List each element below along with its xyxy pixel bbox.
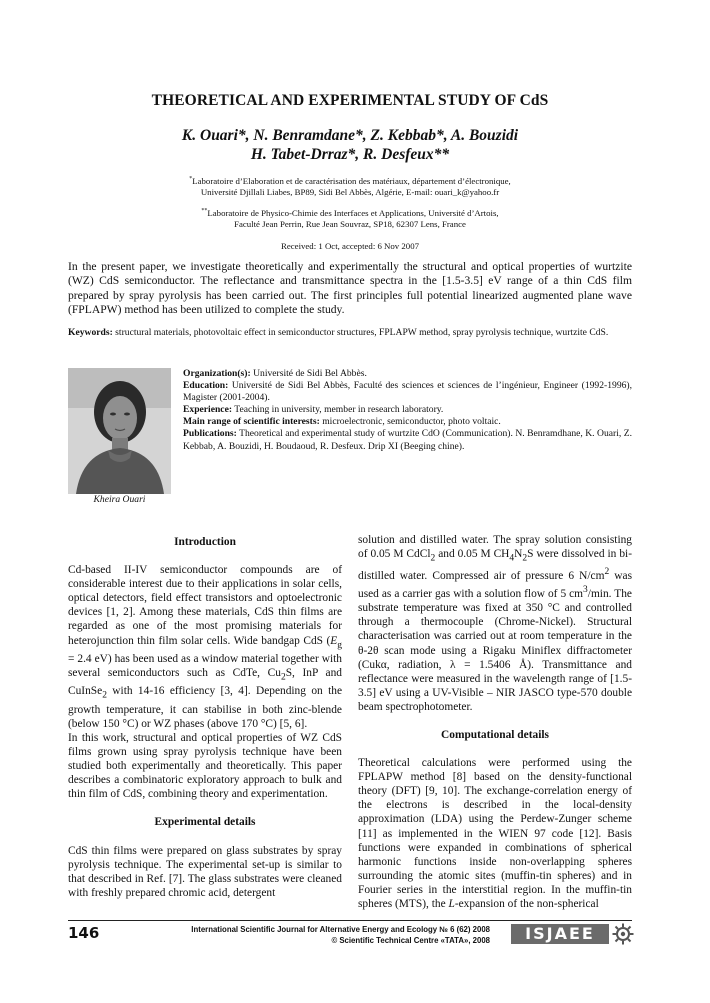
text-run: /min. The substrate temperature was fixed at 350 °C and controlled through a thermocouple (Chrome-Nickel). Structural characterisation was carried out at room temperature in the θ-2θ scan mode using a Rigaku Miniflex diffractometer (Cukα, radiation, λ = 1.5406 Å). Transmittance and reflectance were measured in the wavelength range of [1.5-3.5] eV using a UV-Visible – NIR JASCO type-570 double beam spectrophotometer. [358, 588, 632, 713]
affiliation-mark: ** [201, 208, 208, 214]
bio-education [183, 380, 632, 404]
received-date: Received: 1 Oct, accepted: 6 Nov 2007 [280, 241, 419, 251]
footer-rule [68, 920, 632, 921]
bio-interests [183, 416, 632, 428]
journal-line-1: International Scientific Journal for Alternative Energy and Ecology № 6 (62) 2008 [191, 925, 490, 934]
text-run: = 2.4 eV) has been used as a window material together with several semiconductors such as CdTe, Cu [68, 652, 342, 680]
author-bio [183, 368, 632, 453]
text-run: S, InP and CuInSe [68, 667, 342, 698]
sun-gear-icon [612, 923, 634, 945]
affiliation-line: Faculté Jean Perrin, Rue Jean Souvraz, SP18, 62307 Lens, France [234, 219, 466, 230]
keywords-text: structural materials, photovoltaic effect in semiconductor structures, FPLAPW method, spray pyrolysis technique, wurtzite CdS. [115, 327, 609, 338]
intro-paragraph-1 [68, 563, 342, 731]
paper-title: THEORETICAL AND EXPERIMENTAL STUDY OF CdS [151, 92, 549, 109]
text-run: and 0.05 M CH [435, 548, 510, 561]
bio-label: Publications: [183, 428, 237, 440]
subscript: 2 [430, 553, 436, 564]
affiliation-line: Université Djillali Liabes, BP89, Sidi Bel Abbès, Algérie, E-mail: ouari_k@yahoo.fr [200, 187, 500, 198]
authors-line-2: H. Tabet-Drraz*, R. Desfeux** [250, 146, 450, 163]
bio-label: Organization(s): [183, 368, 251, 379]
affiliation-1 [68, 174, 632, 199]
text-run: was used as a carrier gas with a solution flow of 5 cm [358, 570, 633, 601]
superscript: 2 [604, 567, 610, 578]
subscript: 2 [102, 690, 107, 701]
bio-text: Teaching in university, member in research laboratory. [234, 404, 444, 416]
bio-text: Université de Sidi Bel Abbès, Faculté des sciences et sciences de l’ingénieur, Engineer (1992-1996), Magister (2001-2004). [183, 380, 633, 404]
journal-info [150, 925, 490, 946]
affiliation-line: Laboratoire d’Elaboration et de caractérisation des matériaux, département d’électronique, [192, 175, 511, 186]
section-heading-introduction: Introduction [174, 536, 236, 548]
bio-label: Education: [183, 380, 229, 392]
text-run: S were dissolved in bi-distilled water. Compressed air of pressure 6 N/cm [358, 548, 632, 583]
bio-experience [183, 404, 632, 416]
keywords [68, 327, 632, 339]
left-column [68, 535, 342, 900]
author-photo [68, 368, 171, 494]
journal-logo: ISJAEE [511, 924, 609, 944]
bio-text: microelectronic, semiconductor, photo voltaic. [322, 416, 501, 428]
intro-paragraph-2: In this work, structural and optical properties of WZ CdS films grown using spray pyrolysis technique have been studied both experimentally and theoretically. This paper describes a combinatoric exploratory approach to bulk and thin film of CdS, combining theory and experimentation. [68, 731, 342, 801]
computational-paragraph-1 [358, 756, 632, 911]
affiliation-line: Laboratoire de Physico-Chimie des Interfaces et Applications, Université d’Artois, [207, 207, 499, 218]
affiliation-mark: * [189, 176, 193, 182]
symbol-e: E [330, 634, 338, 647]
subscript: g [337, 639, 342, 650]
abstract: In the present paper, we investigate theoretically and experimentally the structural and optical properties of wurtzite (WZ) CdS semiconductor. The reflectance and transmittance spectra in the [1.5-3.5] eV range of a thin CdS film prepared by spray pyrolysis has been carried out. The first principles full potential linearized augmented plane wave (FPLAPW) method has been utilized to complete the study. [68, 260, 632, 317]
section-heading-experimental: Experimental details [154, 816, 256, 829]
subscript: 2 [522, 553, 528, 564]
section-heading-computational: Computational details [441, 729, 549, 741]
text-run: Cd-based II-IV semiconductor compounds are of considerable interest due to their applications in solar cells, optical detectors, field effect transistors and optoelectronic devices [1, 2]. Among these materials, CdS thin films are regarded as one of the most promising materials for heterojunction thin film solar cells. Wide bandgap CdS ( [68, 564, 342, 647]
author-portrait-image [68, 368, 171, 494]
right-column [358, 533, 632, 911]
page-number: 146 [68, 924, 100, 942]
text-run: -expansion of the non-spherical [454, 898, 599, 911]
bio-text: Theoretical and experimental study of wurtzite CdO (Communication). N. Benramdhane, K. Ouari, Z. Kebbab, A. Bouzidi, H. Boudaoud, R. Desfeux. Drip XI (Beeging chine). [183, 428, 632, 452]
subscript: 2 [280, 672, 286, 683]
text-run: N [514, 548, 523, 561]
bio-label: Experience: [183, 404, 233, 416]
bio-organization [183, 368, 632, 380]
experimental-paragraph-1: CdS thin films were prepared on glass substrates by spray pyrolysis technique. The experimental set-up is similar to that described in Ref. [7]. The glass substrates were cleaned with freshly prepared chromic acid, detergent [68, 844, 342, 899]
text-run: with 14-16 efficiency [3, 4]. Depending on the growth temperature, it can stabilise in both zinc-blende (below 150 °C) or WZ phases (above 170 °C) [5, 6]. [68, 685, 342, 730]
bio-label: Main range of scientific interests: [183, 416, 320, 428]
subscript: 4 [509, 553, 515, 564]
symbol-l: L [448, 898, 455, 911]
journal-line-2: © Scientific Technical Centre «TATA», 2008 [331, 935, 490, 945]
photo-caption: Kheira Ouari [93, 494, 146, 505]
authors-line-1: K. Ouari*, N. Benramdane*, Z. Kebbab*, A. Bouzidi [181, 127, 519, 144]
superscript: 3 [583, 585, 588, 596]
text-run: solution and distilled water. The spray solution consisting of 0.05 M CdCl [358, 534, 632, 561]
author-list [68, 126, 632, 164]
text-run: Theoretical calculations were performed using the FPLAPW method [8] based on the density-functional theory (DFT) [9, 10]. The exchange-correlation energy of the electrons is described in the local-density approximation (LDA) using the Perdew-Zunger scheme [11] as implemented in the WIEN 97 code [12]. Basis functions were expanded in combinations of spherical harmonic functions inside non-overlapping spheres surrounding the atomic sites (muffin-tin spheres) and in Fourier series in the interstitial region. In the muffin-tin spheres (MTS), the [358, 757, 632, 911]
experimental-paragraph-continued [358, 533, 632, 714]
bio-text: Université de Sidi Bel Abbès. [253, 368, 367, 379]
keywords-label: Keywords: [68, 327, 113, 338]
bio-publications [183, 428, 632, 452]
affiliation-2 [68, 206, 632, 231]
